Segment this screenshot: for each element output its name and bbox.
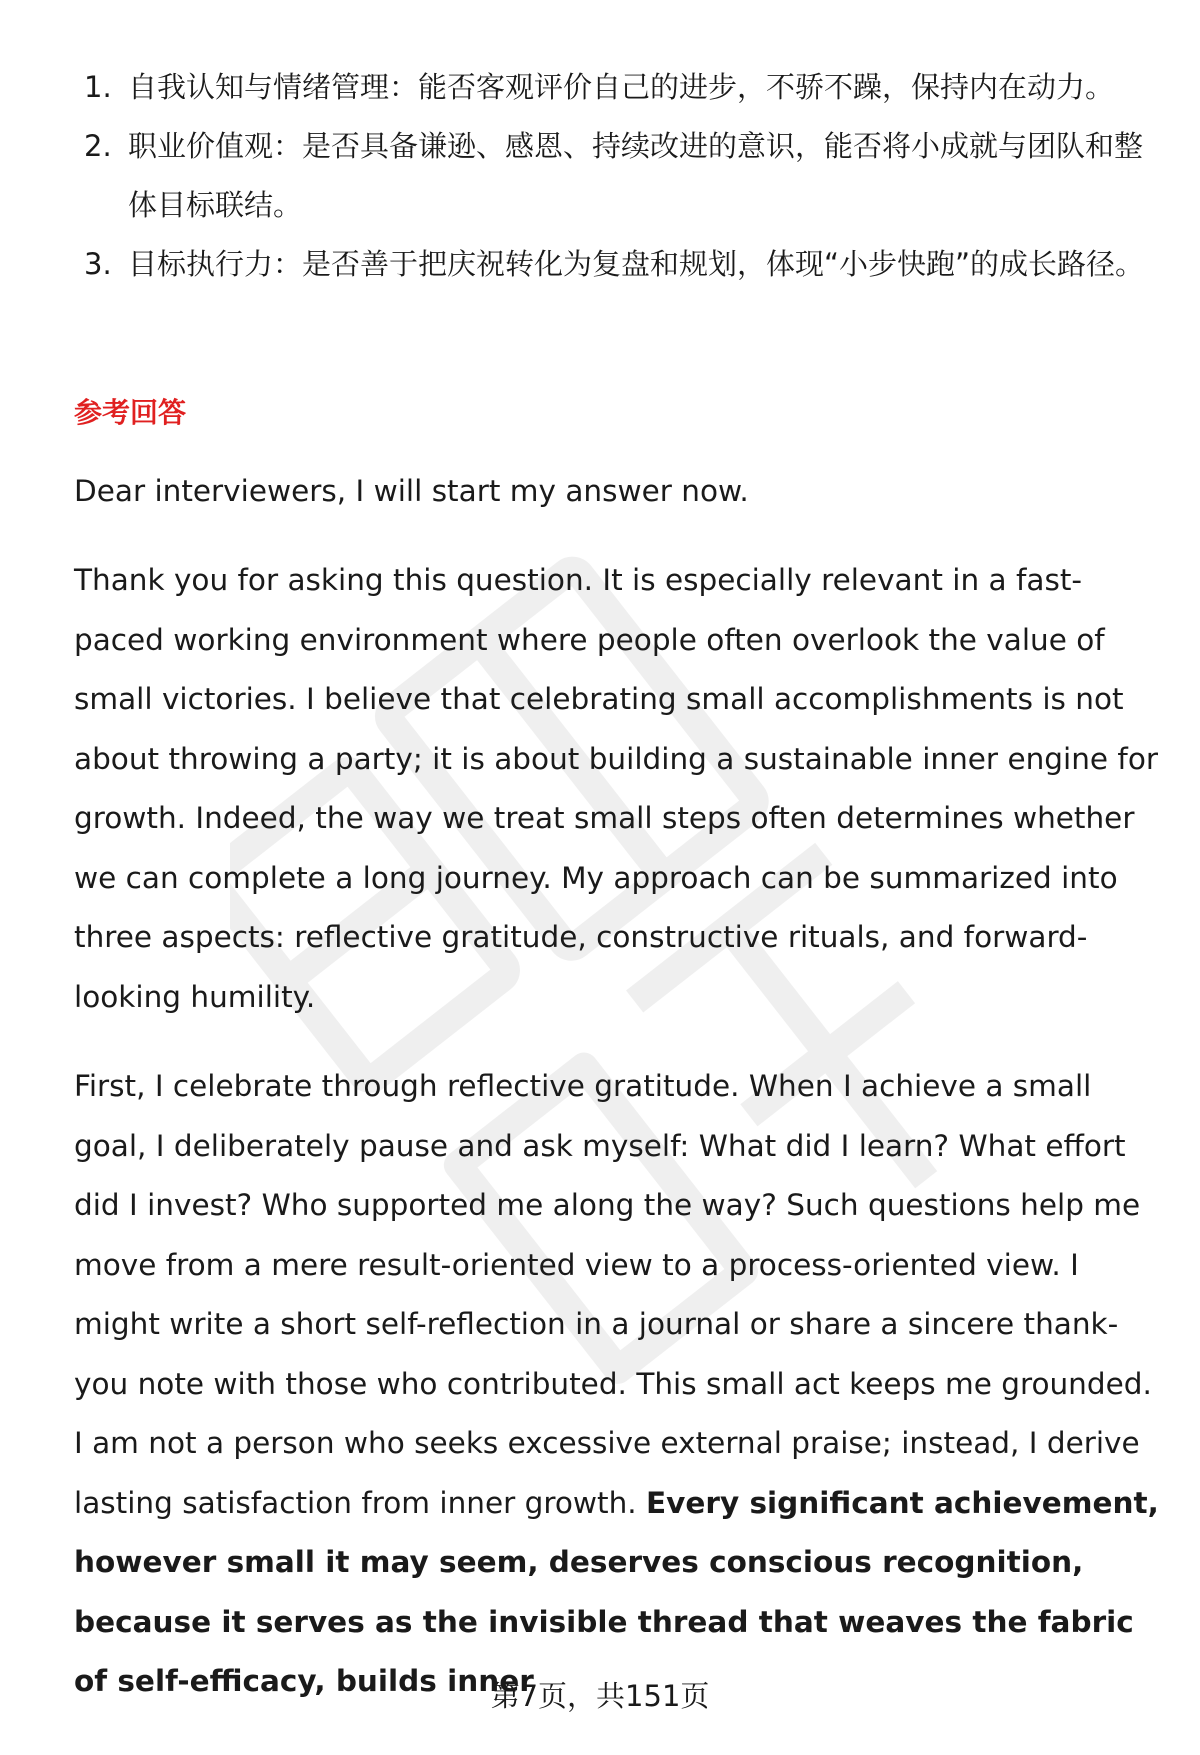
list-item-number: 3. bbox=[84, 247, 112, 281]
list-item-text: 自我认知与情绪管理：能否客观评价自己的进步，不骄不躁，保持内在动力。 bbox=[128, 70, 1115, 104]
first-point-paragraph bbox=[74, 1057, 1164, 1712]
list-item bbox=[74, 235, 1154, 294]
list-item-number: 1. bbox=[84, 70, 112, 104]
list-item-text: 目标执行力：是否善于把庆祝转化为复盘和规划，体现“小步快跑”的成长路径。 bbox=[128, 247, 1145, 281]
opening-paragraph: Dear interviewers, I will start my answer now. bbox=[74, 474, 749, 508]
evaluation-criteria-list bbox=[74, 58, 1154, 294]
list-item-number: 2. bbox=[84, 129, 112, 163]
list-item-text: 职业价值观：是否具备谦逊、感恩、持续改进的意识，能否将小成就与团队和整体目标联结。 bbox=[128, 129, 1144, 222]
intro-paragraph: Thank you for asking this question. It is especially relevant in a fast-paced working environment where people often overlook the value of small victories. I believe that celebrating small accomplishments is not about throwing a party; it is about building a sustainable inner engine for growth. Indeed, the way we treat small steps often determines whether we can complete a long journey. My approach can be summarized into three aspects: reflective gratitude, constructive rituals, and forward-looking humility. bbox=[74, 563, 1158, 1014]
reference-answer-heading: 参考回答 bbox=[74, 396, 187, 429]
paragraph-text: First, I celebrate through reflective gratitude. When I achieve a small goal, I deliberately pause and ask myself: What did I learn? What effort did I invest? Who supported me along the way? Such questions help me move from a mere result-oriented view to a process-oriented view. I might write a short self-reflection in a journal or share a sincere thank-you note with those who contributed. This small act keeps me grounded. I am not a person who seeks excessive external praise; instead, I derive lasting satisfaction from inner growth. bbox=[74, 1069, 1152, 1520]
bold-emphasis-text: Every significant achievement, however small it may seem, deserves conscious recognition, because it serves as the invisible thread that weaves the fabric of self-efficacy, builds inner bbox=[74, 1485, 1159, 1698]
page-number-footer: 第7页，共151页 bbox=[490, 1679, 710, 1713]
list-item bbox=[74, 58, 1154, 117]
list-item bbox=[74, 117, 1154, 235]
